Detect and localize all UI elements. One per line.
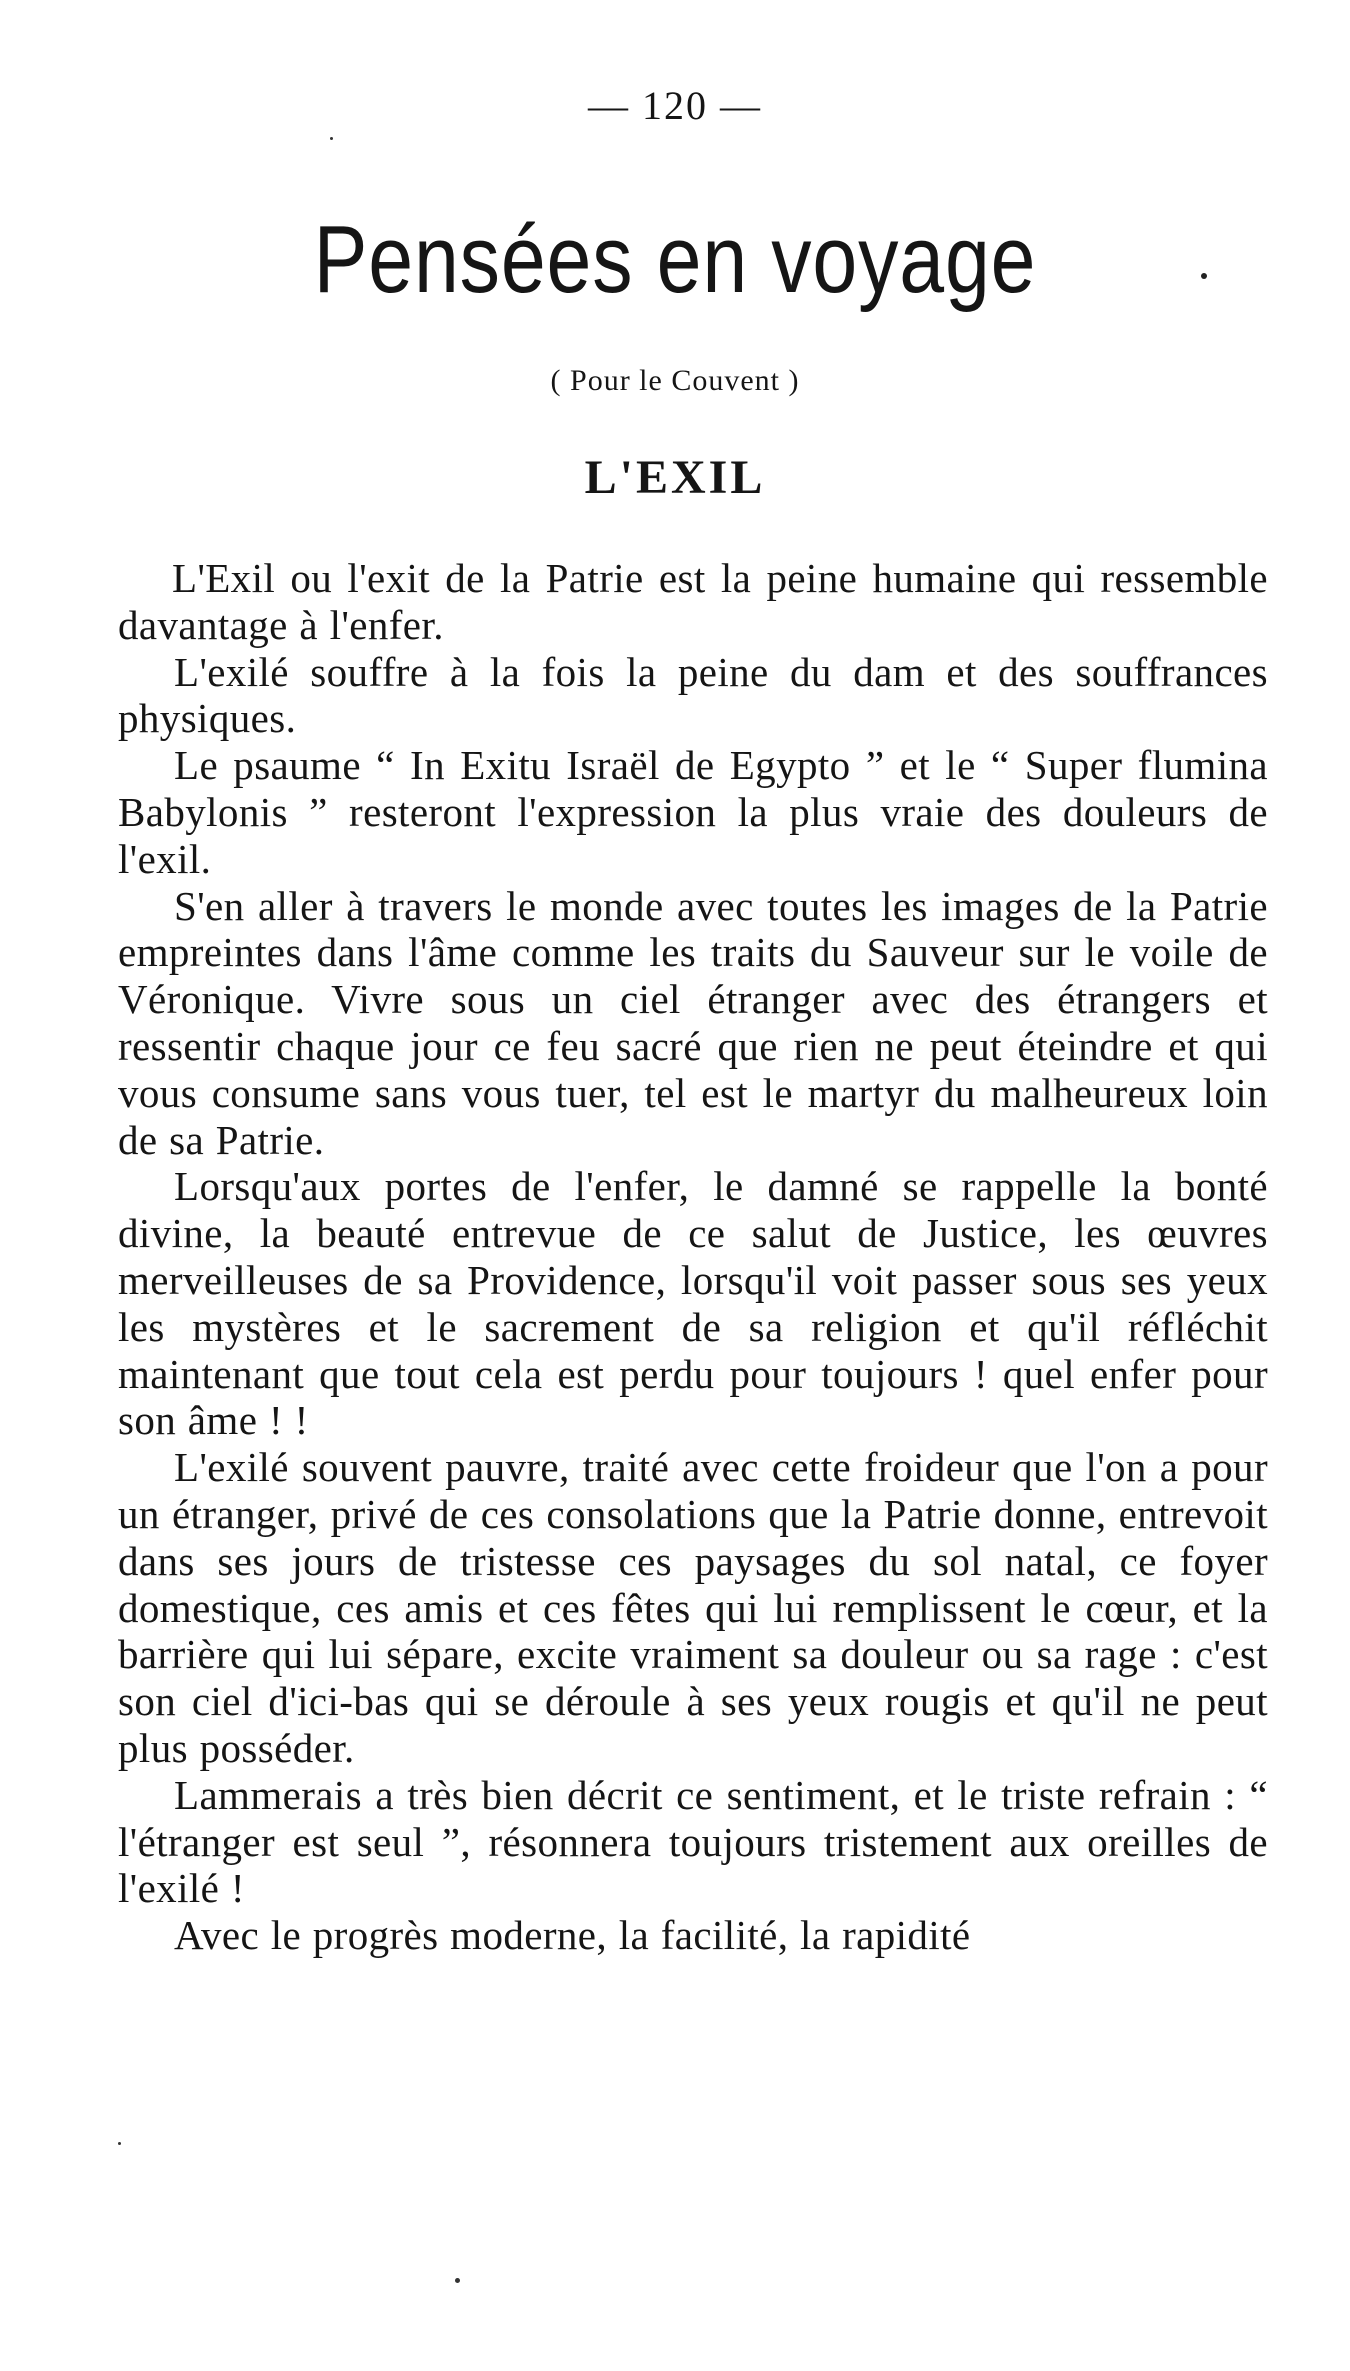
page-number: — 120 — [588,83,762,128]
paragraph: S'en aller à travers le monde avec toutes les images de la Patrie empreintes dans l'âme comme les traits du Sauveur sur le voile de Véronique. Vivre sous un ciel étranger avec des étrangers et ressentir chaque jour ce feu sacré que rien ne peut éteindre et qui vous consume sans vous tuer, tel est le martyr du malheureux loin de sa Patrie. [118,882,1268,1163]
paragraph: L'exilé souvent pauvre, traité avec cette froideur que l'on a pour un étranger, privé de ces consolations que la Patrie donne, entrevoit dans ses jours de tristesse ces paysages du sol natal, ce foyer domestique, ces amis et ces fêtes qui lui remplissent le cœur, et la barrière qui lui sépare, excite vraiment sa douleur ou sa rage : c'est son ciel d'ici-bas qui se déroule à ses yeux rougis et qu'il ne peut plus posséder. [118,1444,1268,1771]
section-heading: L'EXIL [584,451,766,504]
paragraph: L'exilé souffre à la fois la peine du dam et des souffrances physiques. [118,648,1268,742]
paragraph: Lammerais a très bien décrit ce sentiment, et le triste refrain : “ l'étranger est seul ”, résonnera toujours tristement aux oreilles de l'exilé ! [118,1771,1268,1912]
paragraph: Avec le progrès moderne, la facilité, la rapidité [174,1912,971,1959]
paragraph: Lorsqu'aux portes de l'enfer, le damné se rappelle la bonté divine, la beauté entrevue de ce salut de Justice, les œuvres merveilleuses de sa Providence, lorsqu'il voit passer sous ses yeux les mystères et le sacrement de sa religion et qu'il réfléchit maintenant que tout cela est perdu pour toujours ! quel enfer pour son âme ! ! [118,1163,1268,1444]
paragraph: L'Exil ou l'exit de la Patrie est la peine humaine qui ressemble davantage à l'enfer. [118,555,1268,648]
subtitle: ( Pour le Couvent ) [550,364,800,397]
print-speck [1201,273,1207,279]
print-speck [330,137,333,140]
print-speck [118,2142,121,2145]
page-title: Pensées en voyage [313,206,1037,313]
print-speck [455,2278,460,2283]
body-text [118,555,1268,1959]
paragraph: Le psaume “ In Exitu Israël de Egypto ” et le “ Super flumina Babylonis ” resteront l'expression la plus vraie des douleurs de l'exil. [118,742,1268,882]
